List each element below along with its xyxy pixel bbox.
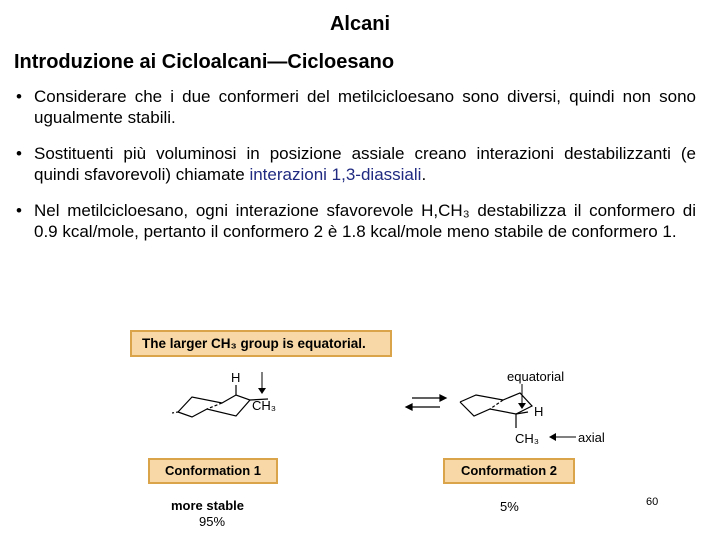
slide-title: Alcani bbox=[329, 13, 391, 35]
conformation-1-percent: 95% bbox=[199, 514, 226, 529]
conformation-1-label: Conformation 1 bbox=[148, 458, 278, 484]
axial-label: axial bbox=[578, 430, 605, 445]
bullet-marker: • bbox=[16, 201, 22, 220]
bullet-text: Considerare che i due conformeri del metilcicloesano sono diversi, quindi non sono ugualmente stabili. bbox=[34, 87, 696, 127]
arrow-head bbox=[258, 388, 266, 394]
left-ch3-label: CH₃ bbox=[252, 398, 277, 413]
bullet-marker: • bbox=[16, 144, 22, 163]
slide-subtitle: Introduzione ai Cicloalcani—Cicloesano bbox=[14, 51, 395, 73]
equilibrium-arrows bbox=[406, 395, 446, 410]
chair-conformer-2 bbox=[460, 393, 532, 428]
arrow-head bbox=[518, 403, 526, 409]
conformation-2-label: Conformation 2 bbox=[443, 458, 575, 484]
arrow-head bbox=[549, 433, 556, 441]
highlighted-term: interazioni 1,3-diassiali bbox=[249, 165, 422, 184]
bullet-text: Sostituenti più voluminosi in posizione assiale creano interazioni destabilizzanti (e quindi sfavorevoli) chiamate bbox=[34, 144, 696, 184]
bullet-marker: • bbox=[16, 87, 22, 106]
figure-banner: The larger CH₃ group is equatorial. bbox=[130, 330, 392, 357]
left-h-label: H bbox=[231, 370, 241, 385]
conformation-2-percent: 5% bbox=[500, 499, 519, 514]
right-h-label: H bbox=[534, 404, 544, 419]
page-number: 60 bbox=[646, 496, 659, 508]
right-ch3-label: CH₃ bbox=[515, 431, 540, 446]
equatorial-label: equatorial bbox=[507, 369, 565, 384]
bullet-text-end: . bbox=[421, 165, 427, 184]
more-stable-label: more stable bbox=[171, 498, 244, 513]
bullet-text: Nel metilcicloesano, ogni interazione sfavorevole H,CH₃ destabilizza il conformero di 0.9 kcal/mole, pertanto il conformero 2 è 1.8 kcal/mole meno stabile de conformero 1. bbox=[34, 201, 696, 241]
